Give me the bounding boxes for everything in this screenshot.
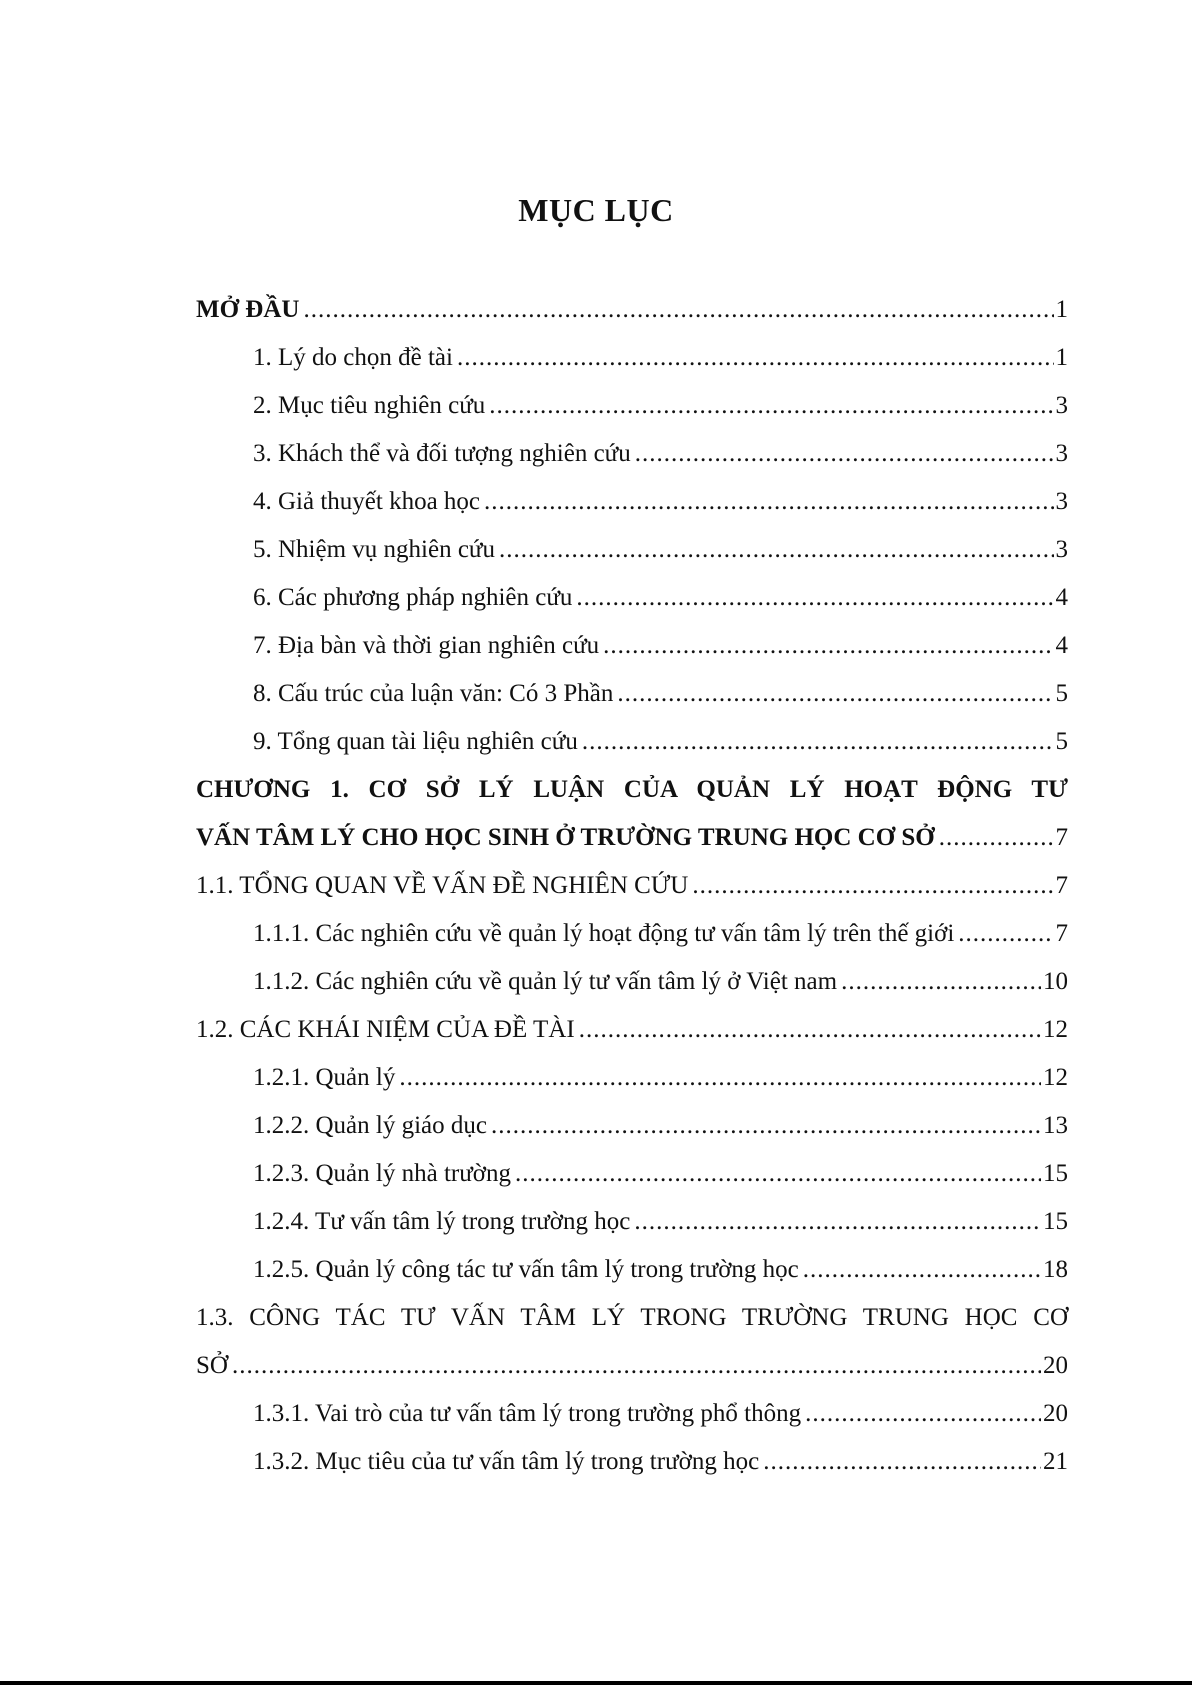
- dot-leader: [958, 910, 1053, 958]
- toc-entry-1-3-1[interactable]: [196, 1390, 1068, 1438]
- dot-leader: [457, 334, 1054, 382]
- toc-entry-1-3[interactable]: [196, 1294, 1068, 1390]
- dot-leader: [515, 1150, 1041, 1198]
- dot-leader: [576, 574, 1053, 622]
- toc-page-number: 5: [1055, 680, 1068, 707]
- toc-entry-1-2-3[interactable]: [196, 1150, 1068, 1198]
- toc-entry-text: 1.2. CÁC KHÁI NIỆM CỦA ĐỀ TÀI: [196, 1016, 575, 1043]
- dot-leader: [803, 1246, 1041, 1294]
- toc-page-number: 21: [1043, 1448, 1068, 1475]
- toc-entry-text: 9. Tổng quan tài liệu nghiên cứu: [253, 728, 578, 755]
- toc-entry-text: 7. Địa bàn và thời gian nghiên cứu: [253, 632, 600, 659]
- toc-entry-text: 1.2.4. Tư vấn tâm lý trong trường học: [253, 1208, 631, 1235]
- toc-page-number: 1: [1055, 296, 1068, 323]
- toc-entry-mo-dau[interactable]: [196, 286, 1068, 334]
- toc-entry-text: 1. Lý do chọn đề tài: [253, 344, 453, 371]
- toc-entry-7[interactable]: [196, 622, 1068, 670]
- dot-leader: [499, 526, 1054, 574]
- toc-entry-text: 6. Các phương pháp nghiên cứu: [253, 584, 573, 611]
- toc-entry-5[interactable]: [196, 526, 1068, 574]
- dot-leader: [303, 286, 1053, 334]
- toc-entry-text: 1.1.2. Các nghiên cứu về quản lý tư vấn tâm lý ở Việt nam: [253, 968, 838, 995]
- toc-entry-text: MỞ ĐẦU: [196, 296, 300, 323]
- toc-entry-text-line1: 1.3. CÔNG TÁC TƯ VẤN TÂM LÝ TRONG TRƯỜNG TRUNG HỌC CƠ: [196, 1304, 1068, 1331]
- toc-entry-text: 1.2.3. Quản lý nhà trường: [253, 1160, 511, 1187]
- bottom-edge-rule: [0, 1681, 1192, 1685]
- toc-entry-text: 4. Giả thuyết khoa học: [253, 488, 481, 515]
- toc-entry-1-2[interactable]: [196, 1006, 1068, 1054]
- toc-entry-chapter-1[interactable]: [196, 766, 1068, 862]
- toc-page-number: 13: [1043, 1112, 1068, 1139]
- toc-entry-text: 1.3.1. Vai trò của tư vấn tâm lý trong trường phổ thông: [253, 1400, 802, 1427]
- toc-entry-2[interactable]: [196, 382, 1068, 430]
- toc-entry-9[interactable]: [196, 718, 1068, 766]
- dot-leader: [232, 1342, 1041, 1390]
- dot-leader: [491, 1102, 1041, 1150]
- toc-page-number: 15: [1043, 1160, 1068, 1187]
- toc-entry-6[interactable]: [196, 574, 1068, 622]
- toc-page-number: 7: [1055, 920, 1068, 947]
- toc-entry-text: 8. Cấu trúc của luận văn: Có 3 Phần: [253, 680, 614, 707]
- dot-leader: [841, 958, 1041, 1006]
- toc-entry-line2: [196, 814, 1068, 862]
- dot-leader: [489, 382, 1053, 430]
- dot-leader: [763, 1438, 1041, 1486]
- toc-entry-1-1[interactable]: [196, 862, 1068, 910]
- dot-leader: [634, 1198, 1041, 1246]
- toc-entry-text: 1.1.1. Các nghiên cứu về quản lý hoạt động tư vấn tâm lý trên thế giới: [253, 920, 955, 947]
- toc-entry-4[interactable]: [196, 478, 1068, 526]
- toc-entry-text: VẤN TÂM LÝ CHO HỌC SINH Ở TRƯỜNG TRUNG HỌC CƠ SỞ: [196, 824, 935, 851]
- toc-page-number: 5: [1055, 728, 1068, 755]
- dot-leader: [692, 862, 1053, 910]
- toc-entry-text: 1.2.2. Quản lý giáo dục: [253, 1112, 487, 1139]
- dot-leader: [939, 814, 1054, 862]
- dot-leader: [582, 718, 1054, 766]
- dot-leader: [617, 670, 1053, 718]
- toc-entry-line2: [196, 1342, 1068, 1390]
- dot-leader: [603, 622, 1053, 670]
- toc-page-number: 3: [1055, 488, 1068, 515]
- toc-entry-text: SỞ: [196, 1352, 228, 1379]
- toc-entry-1-1-2[interactable]: [196, 958, 1068, 1006]
- toc-entry-1-1-1[interactable]: [196, 910, 1068, 958]
- toc-page-number: 3: [1055, 536, 1068, 563]
- toc-entry-1[interactable]: [196, 334, 1068, 382]
- toc-page-number: 10: [1043, 968, 1068, 995]
- toc-entry-text: 5. Nhiệm vụ nghiên cứu: [253, 536, 495, 563]
- toc-page-number: 12: [1043, 1064, 1068, 1091]
- toc-page-number: 4: [1055, 632, 1068, 659]
- dot-leader: [635, 430, 1054, 478]
- toc-entry-1-2-1[interactable]: [196, 1054, 1068, 1102]
- toc-entry-1-2-2[interactable]: [196, 1102, 1068, 1150]
- dot-leader: [805, 1390, 1041, 1438]
- table-of-contents: [196, 286, 1068, 1486]
- dot-leader: [579, 1006, 1041, 1054]
- toc-page-number: 7: [1055, 872, 1068, 899]
- toc-entry-text: 3. Khách thể và đối tượng nghiên cứu: [253, 440, 631, 467]
- toc-entry-text: 1.2.5. Quản lý công tác tư vấn tâm lý trong trường học: [253, 1256, 799, 1283]
- toc-entry-text-line1: CHƯƠNG 1. CƠ SỞ LÝ LUẬN CỦA QUẢN LÝ HOẠT ĐỘNG TƯ: [196, 776, 1068, 803]
- toc-page-number: 4: [1055, 584, 1068, 611]
- toc-entry-3[interactable]: [196, 430, 1068, 478]
- toc-entry-1-2-5[interactable]: [196, 1246, 1068, 1294]
- toc-entry-1-3-2[interactable]: [196, 1438, 1068, 1486]
- page-title: MỤC LỤC: [518, 192, 674, 228]
- toc-entry-1-2-4[interactable]: [196, 1198, 1068, 1246]
- dot-leader: [399, 1054, 1041, 1102]
- toc-entry-text: 1.2.1. Quản lý: [253, 1064, 396, 1091]
- toc-page-number: 12: [1043, 1016, 1068, 1043]
- toc-page-number: 3: [1055, 440, 1068, 467]
- toc-page-number: 20: [1043, 1352, 1068, 1379]
- toc-page-number: 3: [1055, 392, 1068, 419]
- toc-entry-text: 1.1. TỔNG QUAN VỀ VẤN ĐỀ NGHIÊN CỨU: [196, 872, 689, 899]
- dot-leader: [484, 478, 1053, 526]
- toc-page-number: 7: [1055, 824, 1068, 851]
- toc-entry-text: 1.3.2. Mục tiêu của tư vấn tâm lý trong trường học: [253, 1448, 760, 1475]
- toc-entry-text: 2. Mục tiêu nghiên cứu: [253, 392, 486, 419]
- toc-page-number: 18: [1043, 1256, 1068, 1283]
- toc-page-number: 15: [1043, 1208, 1068, 1235]
- toc-page-number: 1: [1055, 344, 1068, 371]
- toc-page-number: 20: [1043, 1400, 1068, 1427]
- toc-entry-8[interactable]: [196, 670, 1068, 718]
